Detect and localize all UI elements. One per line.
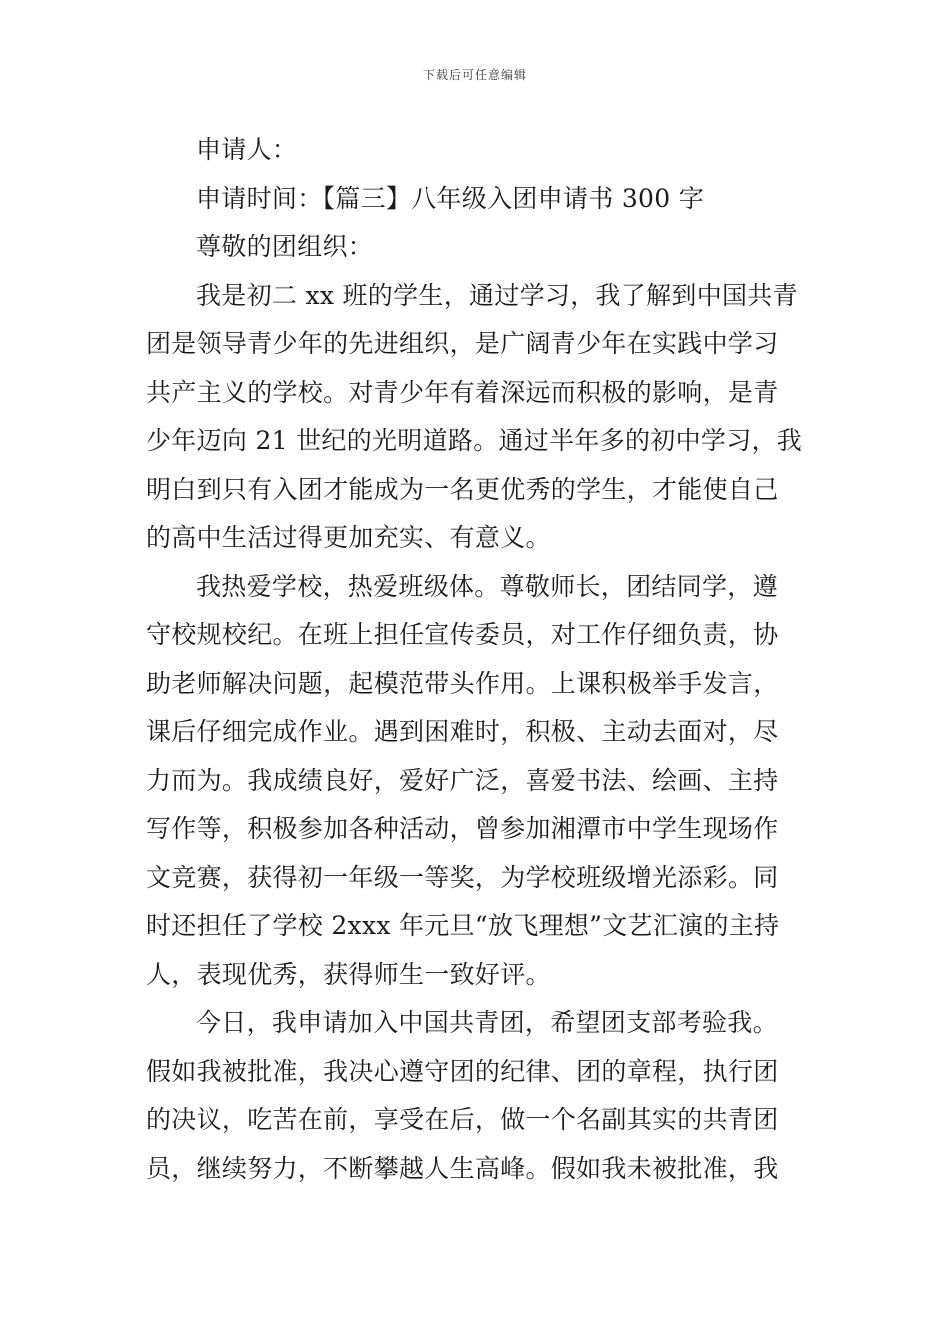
paragraph-2-line: 文竞赛，获得初一年级一等奖，为学校班级增光添彩。同 <box>146 862 779 892</box>
application-time-line: 申请时间：【篇三】八年级入团申请书 300 字 <box>196 183 705 213</box>
paragraph-1-line: 少年迈向 21 世纪的光明道路。通过半年多的初中学习，我 <box>146 426 803 455</box>
document-body <box>146 126 810 1193</box>
paragraph-3-line: 员，继续努力，不断攀越人生高峰。假如我未被批准，我 <box>146 1153 779 1183</box>
salutation: 尊敬的团组织： <box>196 232 374 261</box>
paragraph-2-line: 守校规校纪。在班上担任宣传委员，对工作仔细负责，协 <box>146 620 779 649</box>
paragraph-3-line: 的决议，吃苦在前，享受在后，做一个名副其实的共青团 <box>146 1105 779 1134</box>
paragraph-2-line: 力而为。我成绩良好，爱好广泛，喜爱书法、绘画、主持 <box>146 765 779 795</box>
page-header: 下载后可任意编辑 <box>422 68 527 82</box>
paragraph-2-line: 助老师解决问题，起模范带头作用。上课积极举手发言， <box>146 668 779 698</box>
applicant-line: 申请人： <box>196 135 298 164</box>
paragraph-2-line: 课后仔细完成作业。遇到困难时，积极、主动去面对，尽 <box>146 717 779 746</box>
paragraph-2-line: 人，表现优秀，获得师生一致好评。 <box>146 959 551 989</box>
paragraph-2-line: 时还担任了学校 2xxx 年元旦“放飞理想”文艺汇演的主持 <box>146 911 780 940</box>
paragraph-1-line: 我是初二 xx 班的学生，通过学习，我了解到中国共青 <box>196 280 798 310</box>
paragraph-2-line: 我热爱学校，热爱班级体。尊敬师长，团结同学，遵 <box>196 571 778 601</box>
paragraph-3-line: 假如我被批准，我决心遵守团的纪律、团的章程，执行团 <box>146 1056 779 1086</box>
paragraph-2-line: 写作等，积极参加各种活动，曾参加湘潭市中学生现场作 <box>146 814 779 843</box>
paragraph-3-line: 今日，我申请加入中国共青团，希望团支部考验我。 <box>196 1008 778 1037</box>
paragraph-1-line: 明白到只有入团才能成为一名更优秀的学生，才能使自己 <box>146 474 779 504</box>
paragraph-1-line: 的高中生活过得更加充实、有意义。 <box>146 523 551 552</box>
paragraph-1-line: 共产主义的学校。对青少年有着深远而积极的影响，是青 <box>146 377 779 407</box>
paragraph-1-line: 团是领导青少年的先进组织，是广阔青少年在实践中学习 <box>146 329 779 358</box>
